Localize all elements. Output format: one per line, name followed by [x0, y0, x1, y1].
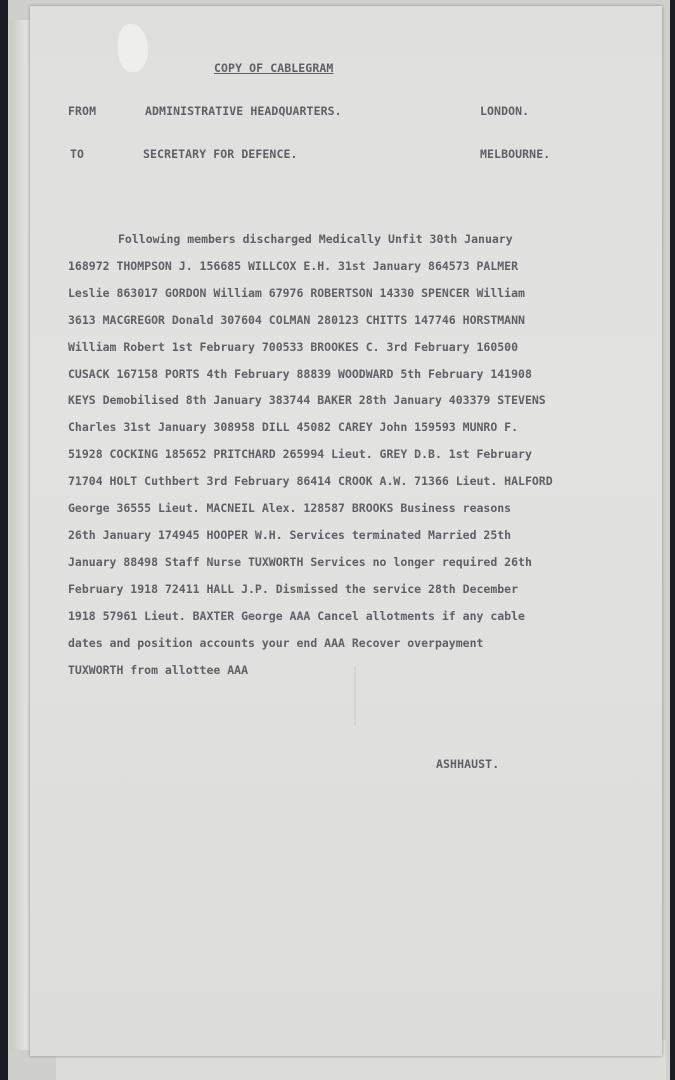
body-line: Charles 31st January 308958 DILL 45082 CAREY John 159593 MUNRO F. [68, 420, 519, 435]
body-line: January 88498 Staff Nurse TUXWORTH Services no longer required 26th [68, 554, 532, 569]
to-label: TO [70, 147, 85, 161]
body-line: TUXWORTH from allottee AAA [68, 662, 249, 677]
body-line: Following members discharged Medically Unfit 30th January [118, 232, 513, 246]
from-sender: ADMINISTRATIVE HEADQUARTERS. [145, 104, 342, 118]
body-line: Leslie 863017 GORDON William 67976 ROBERTSON 14330 SPENCER William [68, 285, 525, 300]
to-location: MELBOURNE. [480, 147, 551, 161]
body-line: 71704 HOLT Cuthbert 3rd February 86414 CROOK A.W. 71366 Lieut. HALFORD [68, 474, 553, 489]
torn-corner [118, 24, 148, 72]
from-label: FROM [68, 104, 97, 118]
body-line: KEYS Demobilised 8th January 383744 BAKER 28th January 403379 STEVENS [68, 393, 546, 408]
document-title: COPY OF CABLEGRAM [214, 61, 334, 75]
from-location: LONDON. [480, 104, 530, 118]
message-body [68, 226, 628, 683]
body-line: 3613 MACGREGOR Donald 307604 COLMAN 280123 CHITTS 147746 HORSTMANN [68, 312, 525, 327]
body-line: dates and position accounts your end AAA Recover overpayment [68, 635, 484, 650]
body-line: 26th January 174945 HOOPER W.H. Services terminated Married 25th [68, 527, 512, 542]
body-line: CUSACK 167158 PORTS 4th February 88839 WOODWARD 5th February 141908 [68, 366, 532, 381]
body-line: 1918 57961 Lieut. BAXTER George AAA Cancel allotments if any cable [68, 608, 525, 623]
body-line: 51928 COCKING 185652 PRITCHARD 265994 Lieut. GREY D.B. 1st February [68, 447, 532, 462]
body-line: 168972 THOMPSON J. 156685 WILLCOX E.H. 31st January 864573 PALMER [68, 258, 519, 273]
body-line: George 36555 Lieut. MACNEIL Alex. 128587 BROOKS Business reasons [68, 501, 512, 516]
signature: ASHHAUST. [436, 757, 500, 771]
body-line: February 1918 72411 HALL J.P. Dismissed the service 28th December [68, 581, 519, 596]
body-line: William Robert 1st February 700533 BROOKES C. 3rd February 160500 [68, 339, 519, 354]
to-recipient: SECRETARY FOR DEFENCE. [143, 147, 298, 161]
